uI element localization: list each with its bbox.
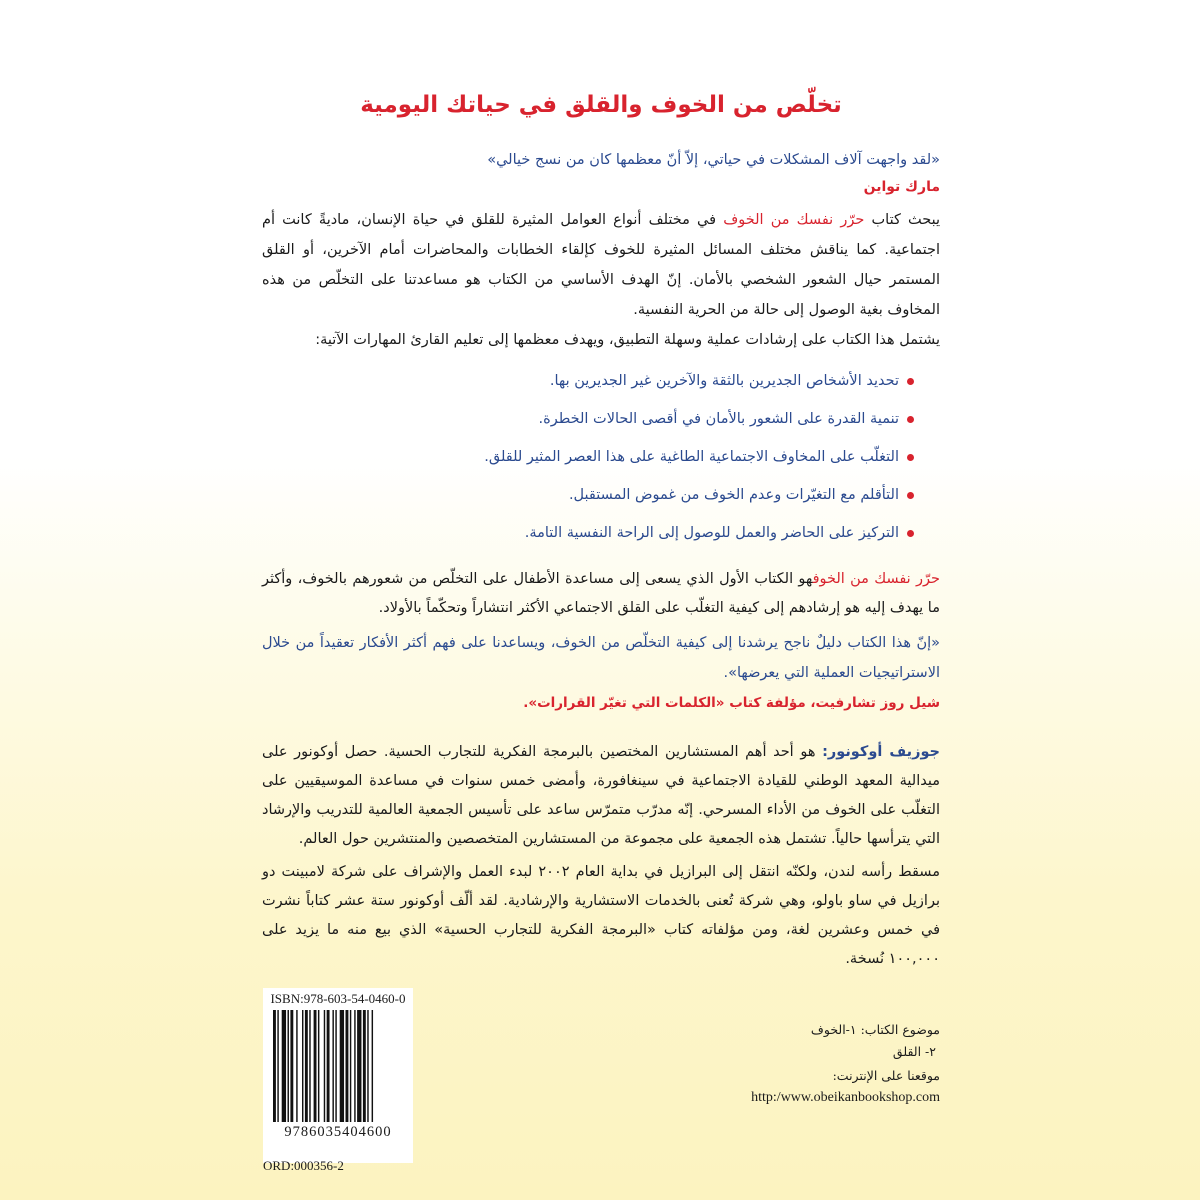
list-item — [262, 438, 914, 476]
list-item-text: تحديد الأشخاص الجديرين بالثقة والآخرين غير الجديرين بها. — [549, 373, 899, 389]
subject-line-2: ٢- القلق — [892, 1044, 936, 1059]
intro-paragraph — [262, 205, 940, 325]
isbn-label: ISBN:978-603-54-0460-0 — [270, 991, 406, 1006]
quote-author: مارك تواين — [863, 179, 940, 195]
skills-list — [262, 362, 914, 552]
barcode-bar — [277, 1010, 278, 1122]
subject-line-1: موضوع الكتاب: ١-الخوف — [810, 1022, 940, 1037]
author-bio-continued: مسقط رأسه لندن، ولكنّه انتقل إلى البرازيل في بداية العام ٢٠٠٢ لبدء العمل والإشراف على شركة لامبينت دو برازيل في ساو باولو، وهي شركة تُعنى بالخدمات الاستشارية والإرشادية. لقد ألّف أوكونور ستة عشر كتاباً نشرت في خمس وعشرين لغة، ومن مؤلفاته كتاب «البرمجة الفكرية للتجارب الحسية» الذي بيع منه ما يزيد على ١٠٠,٠٠٠ نُسخة. — [262, 864, 940, 967]
order-number: ORD:000356-2 — [263, 1158, 344, 1173]
barcode-bar — [302, 1010, 303, 1122]
children-text: هو الكتاب الأول الذي يسعى إلى مساعدة الأطفال على التخلّص من شعورهم بالخوف، وأكثر ما يهدف إليه هو إرشادهم إلى كيفية التغلّب على القلق الاجتماعي الأكثر انتشاراً وتحكّماً بالأولاد. — [262, 571, 940, 616]
barcode-bar — [288, 1010, 289, 1122]
barcode-bar — [305, 1010, 308, 1122]
website-label: موقعنا على الإنترنت: — [832, 1068, 940, 1083]
endorsement-author: شيل روز تشارفيت، مؤلفة كتاب «الكلمات التي تغيّر القرارات». — [523, 695, 940, 711]
barcode-bar — [324, 1010, 325, 1122]
author-bio — [262, 738, 940, 854]
list-item-text: تنمية القدرة على الشعور بالأمان في أقصى الحالات الخطرة. — [538, 411, 899, 427]
list-item — [262, 514, 914, 552]
list-item — [262, 476, 914, 514]
barcode-digits: 9786035404600 — [284, 1124, 392, 1140]
author-name: جوزيف أوكونور: — [822, 744, 940, 760]
intro-text: في مختلف أنواع العوامل المثيرة للقلق في حياة الإنسان، ماديةً كانت أم اجتماعية. كما يناقش مختلف المسائل المثيرة للخوف كإلقاء الخطابات والمحاضرات أمام الآخرين، أو القلق المستمر حيال الشعور الشخصي بالأمان. إنّ الهدف الأساسي من الكتاب هو مساعدتنا على التخلّص من هذه المخاوف بغية الوصول إلى حالة من الحرية النفسية. — [262, 212, 940, 318]
children-paragraph — [262, 565, 940, 623]
opening-quote: «لقد واجهت آلاف المشكلات في حياتي، إلاّ أنّ معظمها كان من نسج خيالي» — [487, 152, 940, 168]
barcode-bar — [346, 1010, 349, 1122]
barcode-bar — [327, 1010, 330, 1122]
list-item-text: التغلّب على المخاوف الاجتماعية الطاغية على هذا العصر المثير للقلق. — [484, 449, 899, 465]
skills-intro: يشتمل هذا الكتاب على إرشادات عملية وسهلة التطبيق، ويهدف معظمها إلى تعليم القارئ المهارات الآتية: — [315, 332, 940, 348]
website-link[interactable]: http:/www.obeikanbookshop.com — [751, 1090, 940, 1105]
barcode-bars — [273, 1010, 403, 1122]
barcode-bar — [363, 1010, 366, 1122]
barcode-bar — [367, 1010, 368, 1122]
endorsement-quote: «إنّ هذا الكتاب دليلٌ ناجح يرشدنا إلى كيفية التخلّص من الخوف، ويساعدنا على فهم أكثر الأفكار تعقيداً من خلال الاستراتيجيات العملية التي يعرضها». — [262, 635, 940, 681]
barcode-bar — [318, 1010, 319, 1122]
barcode-bar — [332, 1010, 333, 1122]
barcode-bar — [314, 1010, 317, 1122]
book-title-inline: حرّر نفسك من الخوف — [723, 212, 865, 228]
barcode-bar — [350, 1010, 351, 1122]
author-bio-text: هو أحد أهم المستشارين المختصين بالبرمجة الفكرية للتجارب الحسية. حصل أوكونور على ميدالية المعهد الوطني للقيادة الاجتماعية في سينغافورة، وأمضى خمس سنوات في مساعدة الموسيقيين على التغلّب على الخوف من الأداء المسرحي. إنّه مدرّب متمرّس ساعد على تأسيس الجمعية العالمية للتدريب والإرشاد التي يترأسها حالياً. تشتمل هذه الجمعية على مجموعة من المستشارين المتخصصين والمنتشرين حول العالم. — [262, 744, 940, 847]
barcode-bar — [273, 1010, 276, 1122]
barcode-bar — [296, 1010, 297, 1122]
bullet-icon — [907, 492, 914, 499]
barcode-bar — [282, 1010, 286, 1122]
bullet-icon — [907, 454, 914, 461]
barcode-bar — [335, 1010, 336, 1122]
barcode-bar — [372, 1010, 373, 1122]
list-item-text: التركيز على الحاضر والعمل للوصول إلى الراحة النفسية التامة. — [524, 525, 899, 541]
barcode-bar — [357, 1010, 361, 1122]
cover-title: تخلّص من الخوف والقلق في حياتك اليومية — [360, 92, 842, 118]
barcode-bar — [340, 1010, 344, 1122]
bullet-icon — [907, 378, 914, 385]
barcode-bar — [290, 1010, 293, 1122]
bullet-icon — [907, 416, 914, 423]
book-title-inline: حرّر نفسك من الخوف — [812, 571, 940, 587]
list-item — [262, 400, 914, 438]
intro-prefix: يبحث كتاب — [864, 212, 941, 228]
bullet-icon — [907, 530, 914, 537]
list-item-text: التأقلم مع التغيّرات وعدم الخوف من غموض المستقبل. — [568, 487, 899, 503]
barcode — [263, 988, 413, 1163]
list-item — [262, 362, 914, 400]
barcode-bar — [354, 1010, 355, 1122]
barcode-bar — [309, 1010, 310, 1122]
